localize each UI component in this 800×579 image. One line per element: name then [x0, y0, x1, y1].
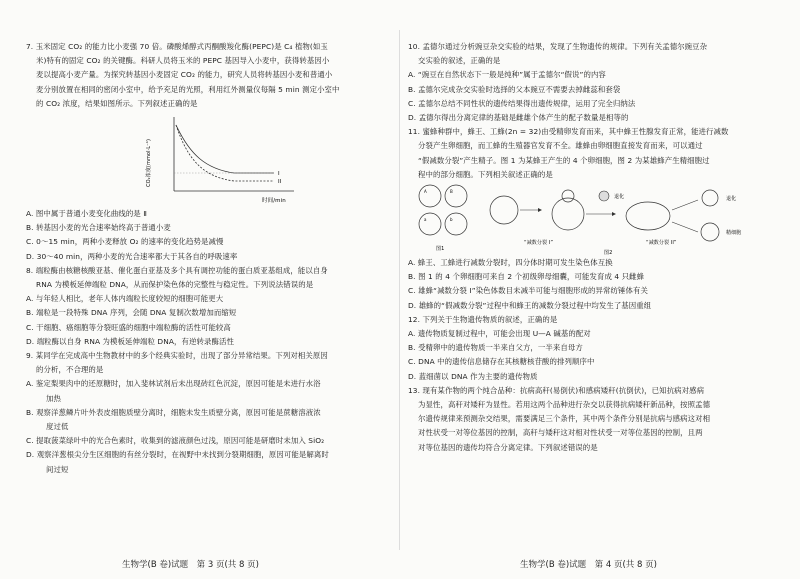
q7-option-d: D. 30～40 min，两种小麦的光合速率都大于其各自的呼吸速率 [26, 251, 238, 261]
secondary-cell [626, 202, 670, 230]
q7-graph-area [26, 111, 391, 207]
gene-label: b [450, 217, 453, 223]
q8-stem-line: RNA 为模板延伸端粒 DNA，从而保护染色体的完整性与稳定性。下列说法错误的是 [36, 280, 314, 290]
q9-option-d: D. 观察洋葱根尖分生区细胞的有丝分裂时，在视野中未找到分裂期细胞，原因可能是解离时 [26, 450, 329, 460]
question-11 [408, 125, 773, 313]
q9-option-b: B. 观察洋葱鳞片叶外表皮细胞质壁分离时，细胞未发生质壁分离，原因可能是蔗糖溶液浓 [26, 407, 321, 417]
q10-option-d: D. 孟德尔得出分离定律的基础是雌雄个体产生的配子数量是相等的 [408, 113, 629, 123]
q12-stem: 12. 下列关于生物遗传物质的叙述，正确的是 [408, 314, 558, 324]
figure-1-caption: 图1 [436, 246, 445, 253]
q9-stem-line: 的分析，不合理的是 [36, 365, 104, 375]
q10-stem-line: 10. 孟德尔通过分析豌豆杂交实验的结果，发现了生物遗传的规律。下列有关孟德尔豌豆杂 [408, 42, 708, 51]
arrow-head [538, 208, 542, 212]
q13-stem-line: 13. 现有某作物的两个纯合品种：抗病高秆(易倒伏)和感病矮秆(抗倒伏)，已知抗病对感病 [408, 385, 705, 395]
gene-label: B [450, 189, 453, 195]
q11-option-a: A. 蜂王、工蜂进行减数分裂时，四分体时期可发生染色体互换 [408, 258, 613, 268]
q10-stem-line: 交实验的叙述，正确的是 [418, 56, 501, 66]
degenerated-cell [702, 190, 718, 206]
q9-option-b-cont: 度过低 [46, 422, 69, 432]
column-divider [399, 30, 400, 550]
degenerated-label: 退化 [614, 194, 625, 201]
left-page-footer: 生物学(B 卷)试题 第 3 页(共 8 页) [122, 560, 259, 570]
dividing-cell [552, 198, 584, 230]
q9-option-c: C. 提取菠菜绿叶中的光合色素时，收集到的滤液颜色过浅，原因可能是研磨时未加入 SiO₂ [26, 436, 325, 446]
q7-stem-line: 7. 玉米固定 CO₂ 的能力比小麦强 70 倍。磷酸烯醇式丙酮酸羧化酶(PEPC)是 C₄ 植物(如玉 [26, 42, 328, 51]
right-page [408, 40, 773, 455]
curve-1 [176, 125, 274, 173]
q7-stem-line: 的 CO₂ 浓度，结果如图所示。下列叙述正确的是 [36, 98, 198, 108]
graph-x-label: 时间/min [262, 198, 286, 205]
egg-cell [445, 185, 467, 207]
q10-option-a: A. “豌豆在自然状态下一般是纯种”属于孟德尔“假说”的内容 [408, 70, 606, 80]
arrow [672, 222, 698, 232]
sperm-cell-label: 精细胞 [726, 230, 742, 237]
q11-stem-line: 程中的部分细胞。下列相关叙述正确的是 [418, 169, 553, 179]
meiosis-2-label: “减数分裂 II” [646, 240, 677, 247]
degenerated-cell-label: 退化 [726, 196, 737, 203]
q11-figure-area [408, 182, 773, 256]
q8-option-a: A. 与年轻人相比，老年人体内端粒长度较短的细胞可能更大 [26, 294, 224, 304]
egg-cell [445, 213, 467, 235]
egg-cell [419, 213, 441, 235]
q7-option-b: B. 转基因小麦的光合速率始终高于普通小麦 [26, 223, 171, 233]
q10-option-b: B. 孟德尔完成杂交实验时选择的父本豌豆不需要去掉雌蕊和套袋 [408, 84, 621, 94]
bud-cell [562, 190, 574, 202]
gene-label: A [424, 189, 427, 195]
q8-option-b: B. 端粒是一段特殊 DNA 序列，会随 DNA 复制次数增加而缩短 [26, 308, 237, 318]
curve-2-label: II [278, 179, 282, 186]
arrow [672, 200, 698, 210]
curve-1-label: I [278, 171, 280, 178]
q7-option-c: C. 0～15 min，两种小麦释放 O₂ 的速率的变化趋势是减慢 [26, 237, 224, 247]
primary-spermatocyte [490, 196, 518, 224]
sperm-cell [701, 223, 719, 241]
q12-option-c: C. DNA 中的遗传信息储存在其核糖核苷酸的排列顺序中 [408, 357, 595, 367]
q7-stem-line: 米)特有的固定 CO₂ 的关键酶。科研人员将玉米的 PEPC 基因导入小麦中，获得转基因小 [36, 56, 330, 66]
figure-2-caption: 图2 [604, 250, 613, 257]
co2-concentration-graph [144, 111, 304, 207]
q13-stem-line: 尔遗传规律来预测杂交结果，需要满足三个条件，其中两个条件分别是抗病与感病这对相 [418, 414, 711, 424]
graph-y-label: CO₂浓度(mmol·L⁻¹) [146, 138, 152, 188]
q11-stem-line: 分裂产生卵细胞，而工蜂的生殖器官发育不全。雄蜂由卵细胞直接发育而来，可以通过 [418, 141, 703, 151]
q9-option-d-cont: 间过短 [46, 464, 69, 474]
degenerated-body [599, 191, 609, 201]
question-7 [26, 40, 391, 264]
q7-option-a: A. 图中属于普通小麦变化曲线的是 Ⅱ [26, 209, 147, 219]
q8-stem-line: 8. 端粒酶由核糖核酸亚基、催化蛋白亚基及多个具有调控功能的蛋白质亚基组成，能以自身 [26, 265, 328, 275]
q11-stem-line: 11. 蜜蜂种群中，蜂王、工蜂(2n = 32)由受精卵发育而来，其中蜂王性腺发育正常，能进行减数 [408, 127, 729, 137]
q13-stem-line: 对等位基因的遗传均符合分离定律。下列叙述错误的是 [418, 442, 598, 452]
q11-option-d: D. 雄蜂的“假减数分裂”过程中和蜂王的减数分裂过程中均发生了基因重组 [408, 300, 652, 310]
right-page-footer: 生物学(B 卷)试题 第 4 页(共 8 页) [520, 560, 657, 570]
q9-option-a: A. 鉴定梨果肉中的还原糖时，加入斐林试剂后未出现砖红色沉淀，原因可能是未进行水浴 [26, 379, 321, 389]
q13-stem-line: 为显性，高秆对矮秆为显性。若用这两个品种进行杂交以获得抗病矮秆新品种，按照孟德 [418, 400, 711, 410]
egg-cell [419, 185, 441, 207]
q7-stem-line: 麦分别放置在相同的密闭小室中，给予充足的光照，利用红外测量仪每隔 5 min 测定小室中 [36, 84, 340, 94]
figure-2-sperm-formation [490, 190, 741, 256]
q7-stem-line: 麦以提高小麦产量。为探究转基因小麦固定 CO₂ 的能力，研究人员将转基因小麦和普通小 [36, 70, 333, 80]
q8-option-d: D. 端粒酶以自身 RNA 为模板延伸端粒 DNA，有逆转录酶活性 [26, 336, 234, 346]
question-10 [408, 40, 773, 125]
q12-option-d: D. 蓝细菌以 DNA 作为主要的遗传物质 [408, 371, 538, 381]
figure-1-egg-cells [419, 185, 467, 252]
q12-option-a: A. 遗传物质复制过程中，可能会出现 U—A 碱基的配对 [408, 329, 591, 339]
meiosis-1-label: “减数分裂 I” [524, 240, 554, 247]
question-9 [26, 349, 391, 477]
left-page [26, 40, 391, 477]
q8-option-c: C. 干细胞、癌细胞等分裂旺盛的细胞中端粒酶的活性可能较高 [26, 322, 231, 332]
q11-option-c: C. 雄蜂“减数分裂 I”染色体数目未减半可能与细胞形成的异常纺锤体有关 [408, 286, 648, 296]
bee-meiosis-figure [408, 182, 770, 256]
q12-option-b: B. 受精卵中的遗传物质一半来自父方，一半来自母方 [408, 343, 583, 353]
q11-stem-line: “假减数分裂”产生精子。图 1 为某蜂王产生的 4 个卵细胞，图 2 为某雄蜂产生精细胞过 [418, 155, 710, 165]
q13-stem-line: 对性状受一对等位基因的控制，高秆与矮秆这对相对性状受一对等位基因的控制，且两 [418, 428, 703, 438]
gene-label: a [424, 217, 427, 223]
arrow-head [612, 212, 616, 216]
q11-option-b: B. 图 1 的 4 个卵细胞可来自 2 个初级卵母细囊，可能发育成 4 只雌蜂 [408, 272, 645, 282]
q10-option-c: C. 孟德尔总结不同性状的遗传结果得出遗传规律，运用了完全归纳法 [408, 98, 636, 108]
question-13 [408, 384, 773, 455]
question-8 [26, 264, 391, 349]
q9-option-a-cont: 加热 [46, 393, 61, 403]
question-12 [408, 313, 773, 384]
q9-stem-line: 9. 某同学在完成高中生物教材中的多个经典实验时，出现了部分异常结果。下列对相关原因 [26, 351, 328, 361]
